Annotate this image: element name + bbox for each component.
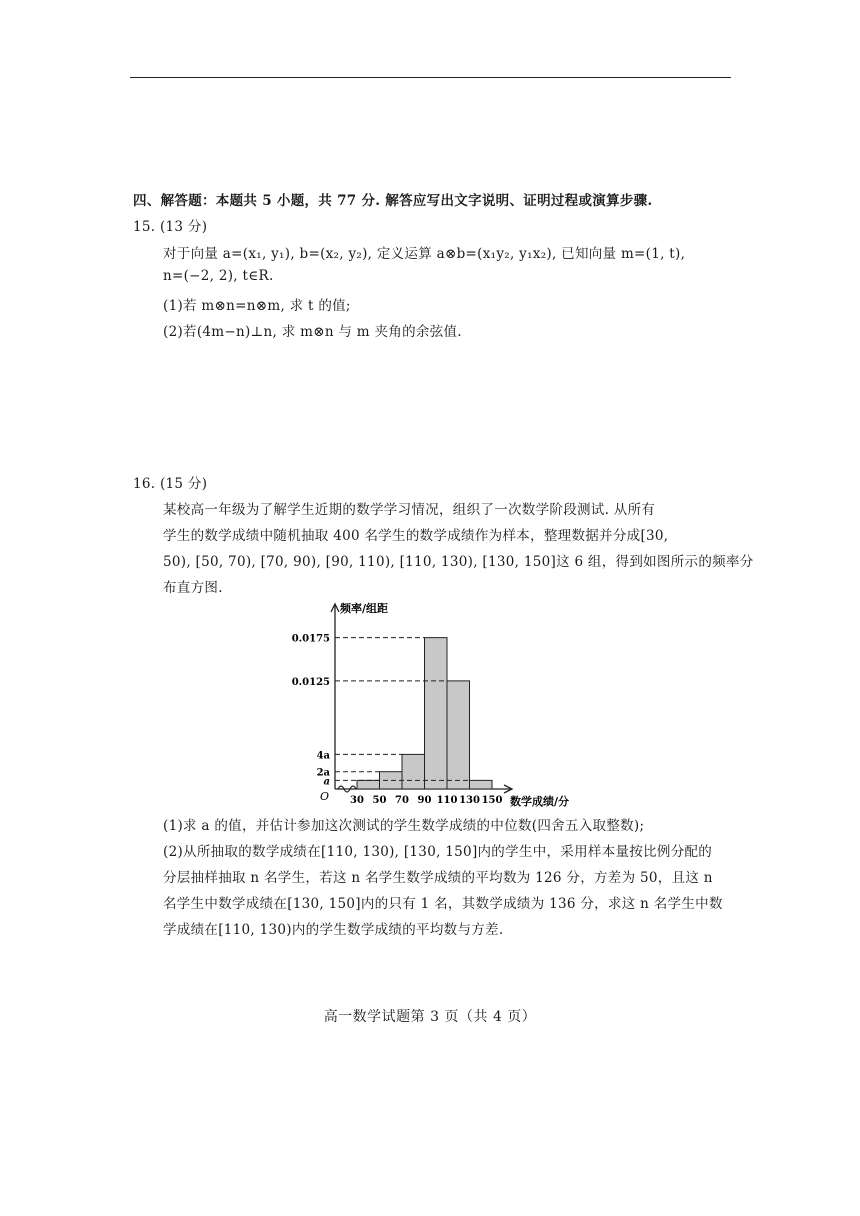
x-tick-label: 30 (350, 795, 364, 806)
q15-line-1: 对于向量 a=(x₁, y₁), b=(x₂, y₂), 定义运算 a⊗b=(x₁y₂, y₁x₂), 已知向量 m=(1, t), (163, 246, 686, 262)
origin-label: O (319, 790, 329, 803)
y-tick-label: 2a (316, 767, 330, 779)
section-title: 四、解答题：本题共 5 小题，共 77 分. 解答应写出文字说明、证明过程或演算步骤. (133, 193, 653, 209)
q16-line-1: 某校高一年级为了解学生近期的数学学习情况，组织了一次数学阶段测试. 从所有 (163, 502, 656, 518)
histogram-bar (402, 754, 425, 789)
q16-line-2: 学生的数学成绩中随机抽取 400 名学生的数学成绩作为样本，整理数据并分成[30, (163, 528, 669, 544)
histogram-bar (357, 780, 380, 789)
x-tick-label: 70 (395, 795, 409, 806)
q16-line-8: 名学生中数学成绩在[130, 150]内的只有 1 名，其数学成绩为 136 分，求这 n 名学生中数 (163, 896, 723, 912)
x-tick-label: 130 (459, 795, 480, 806)
page-footer: 高一数学试题第 3 页（共 4 页） (323, 1009, 537, 1025)
y-tick-label: a (323, 776, 330, 788)
q15-line-2: n=(−2, 2), t∈R. (163, 268, 274, 284)
y-tick-label: 0.0125 (291, 676, 330, 688)
q16-heading: 16. (15 分) (133, 476, 208, 492)
x-tick-label: 110 (436, 795, 458, 806)
q16-part-2: (2)从所抽取的数学成绩在[110, 130), [130, 150]内的学生中，采用样本量按比例分配的 (163, 844, 713, 860)
histogram-bar (425, 638, 448, 789)
x-tick-label: 90 (417, 795, 432, 806)
top-rule (130, 77, 731, 78)
y-tick-label: 0.0175 (291, 633, 330, 645)
y-axis-label: 频率/组距 (340, 602, 389, 615)
q16-part-1: (1)求 a 的值，并估计参加这次测试的学生数学成绩的中位数(四舍五入取整数); (163, 818, 645, 834)
q16-line-9: 学成绩在[110, 130)内的学生数学成绩的平均数与方差. (163, 922, 504, 938)
histogram-bar (380, 772, 403, 789)
q15-heading: 15. (13 分) (133, 219, 208, 235)
q16-line-3: 50), [50, 70), [70, 90), [90, 110), [110, 130), [130, 150]这 6 组，得到如图所示的频率分 (163, 554, 754, 570)
histogram-bar (447, 681, 470, 789)
frequency-histogram (290, 596, 590, 811)
q16-line-4: 布直方图. (163, 580, 223, 596)
x-tick-label: 50 (372, 795, 387, 806)
q15-part-1: (1)若 m⊗n=n⊗m, 求 t 的值; (163, 298, 351, 314)
q15-part-2: (2)若(4m−n)⊥n, 求 m⊗n 与 m 夹角的余弦值. (163, 324, 462, 340)
histogram-bar (470, 780, 493, 789)
x-tick-label: 150 (481, 795, 503, 806)
y-tick-label: 4a (316, 750, 330, 762)
q16-line-7: 分层抽样抽取 n 名学生，若这 n 名学生数学成绩的平均数为 126 分，方差为 50，且这 n (163, 870, 713, 886)
x-axis-label: 数学成绩/分 (510, 795, 570, 808)
